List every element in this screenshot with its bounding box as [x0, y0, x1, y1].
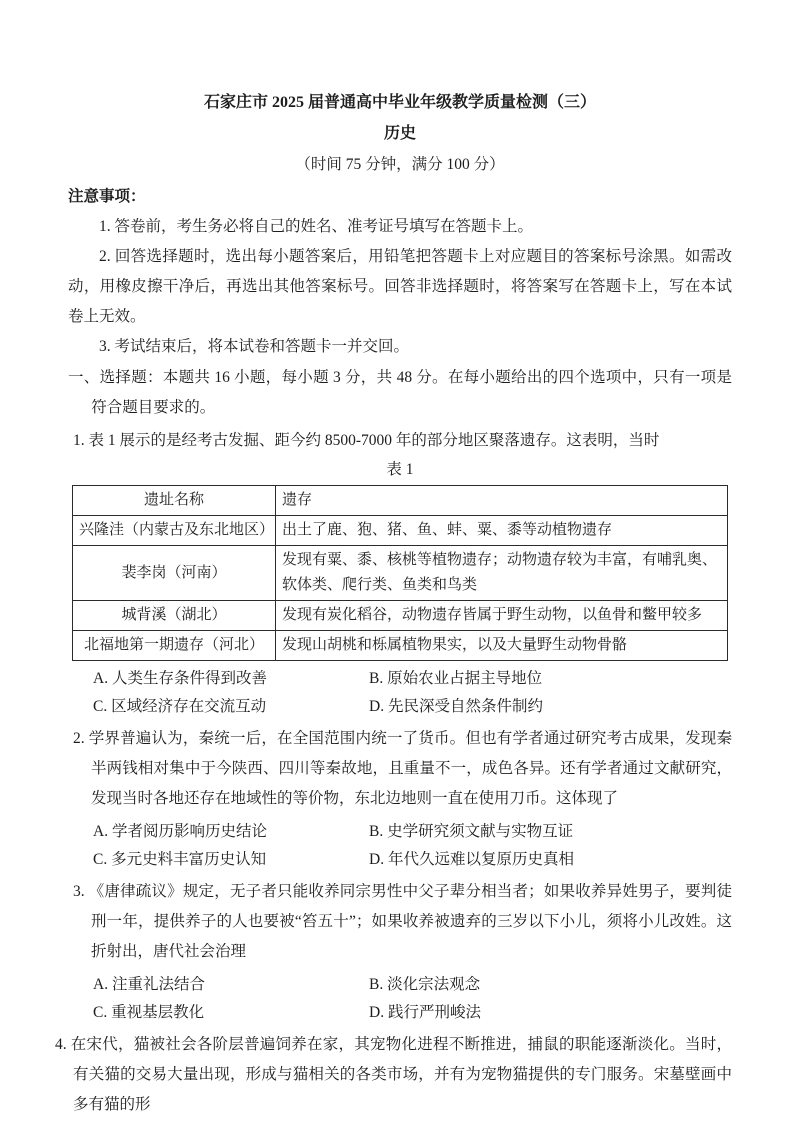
exam-time-info: （时间 75 分钟，满分 100 分） [295, 156, 505, 173]
option-d: D. 先民深受自然条件制约 [369, 698, 543, 715]
question-4-stem: 4. 在宋代，猫被社会各阶层普遍饲养在家，其宠物化进程不断推进，捕鼠的职能逐渐淡化。当时，有关猫的交易大量出现，形成与猫相关的各类市场，并有为宠物猫提供的专门服务。宋墓壁画中多有猫的形 [55, 1036, 732, 1113]
option-a: A. 学者阅历影响历史结论 [93, 823, 267, 840]
question-2-options [93, 818, 732, 874]
option-a: A. 注重礼法结合 [93, 976, 205, 993]
relic-sites-table [72, 485, 728, 661]
notice-item-2: 2. 回答选择题时，选出每小题答案后，用铅笔把答题卡上对应题目的答案标号涂黑。如需改动，用橡皮擦干净后，再选出其他答案标号。回答非选择题时，将答案写在答题卡上，写在本试卷上无效。 [68, 248, 732, 325]
table-cell-remains: 发现有粟、黍、核桃等植物遗存；动物遗存较为丰富，有哺乳奥、软体类、爬行类、鱼类和鸟类 [276, 546, 728, 601]
table-cell-remains: 发现山胡桃和栎属植物果实，以及大量野生动物骨骼 [276, 631, 728, 661]
table-cell-remains: 出土了鹿、狍、猪、鱼、蚌、粟、黍等动植物遗存 [276, 516, 728, 546]
exam-title: 石家庄市 2025 届普通高中毕业年级教学质量检测（三） [203, 94, 596, 111]
option-d: D. 年代久远难以复原历史真相 [369, 851, 574, 868]
option-d: D. 践行严刑峻法 [369, 1004, 481, 1021]
option-a: A. 人类生存条件得到改善 [93, 670, 267, 687]
table-cell-site: 北福地第一期遗存（河北） [73, 631, 276, 661]
option-c: C. 多元史料丰富历史认知 [93, 851, 267, 868]
table-cell-site: 兴隆洼（内蒙古及东北地区） [73, 516, 276, 546]
option-b: B. 淡化宗法观念 [369, 976, 481, 993]
question-1-options [93, 665, 732, 721]
notice-heading: 注意事项： [68, 188, 146, 205]
notice-item-3: 3. 考试结束后，将本试卷和答题卡一并交回。 [99, 338, 410, 355]
option-b: B. 原始农业占据主导地位 [369, 670, 543, 687]
option-c: C. 重视基层教化 [93, 1004, 205, 1021]
exam-subject: 历史 [383, 125, 416, 142]
table-row [73, 601, 728, 631]
question-1-stem: 1. 表 1 展示的是经考古发掘、距今约 8500-7000 年的部分地区聚落遗存。这表明，当时 [73, 432, 660, 449]
table-cell-site: 城背溪（湖北） [73, 601, 276, 631]
option-b: B. 史学研究须文献与实物互证 [369, 823, 574, 840]
table-header-remains: 遗存 [276, 486, 728, 516]
exam-paper-content [55, 92, 732, 1120]
question-3-options [93, 971, 732, 1027]
table-header-site-name: 遗址名称 [73, 486, 276, 516]
table-row [73, 516, 728, 546]
question-3-stem: 3. 《唐律疏议》规定，无子者只能收养同宗男性中父子辈分相当者；如果收养异姓男子，要判徒刑一年，提供养子的人也要被“笞五十”；如果收养被遗弃的三岁以下小儿，须将小儿改姓。这折射出，唐代社会治理 [73, 883, 732, 960]
table-cell-site: 裴李岗（河南） [73, 546, 276, 601]
option-c: C. 区域经济存在交流互动 [93, 698, 267, 715]
section-heading-choice: 一、选择题：本题共 16 小题，每小题 3 分，共 48 分。在每小题给出的四个选项中，只有一项是符合题目要求的。 [68, 369, 732, 416]
question-2-stem: 2. 学界普遍认为，秦统一后，在全国范围内统一了货币。但也有学者通过研究考古成果，发现秦半两钱相对集中于今陕西、四川等秦故地，且重量不一，成色各异。还有学者通过文献研究，发现当时各地还存在地域性的等价物，东北边地则一直在使用刀币。这体现了 [73, 730, 732, 807]
table-row [73, 546, 728, 601]
table-row [73, 631, 728, 661]
table-cell-remains: 发现有炭化稻谷，动物遗存皆属于野生动物，以鱼骨和鳖甲较多 [276, 601, 728, 631]
table-header-row [73, 486, 728, 516]
notice-item-1: 1. 答卷前，考生务必将自己的姓名、准考证号填写在答题卡上。 [99, 218, 534, 235]
table-1-caption: 表 1 [386, 461, 414, 478]
